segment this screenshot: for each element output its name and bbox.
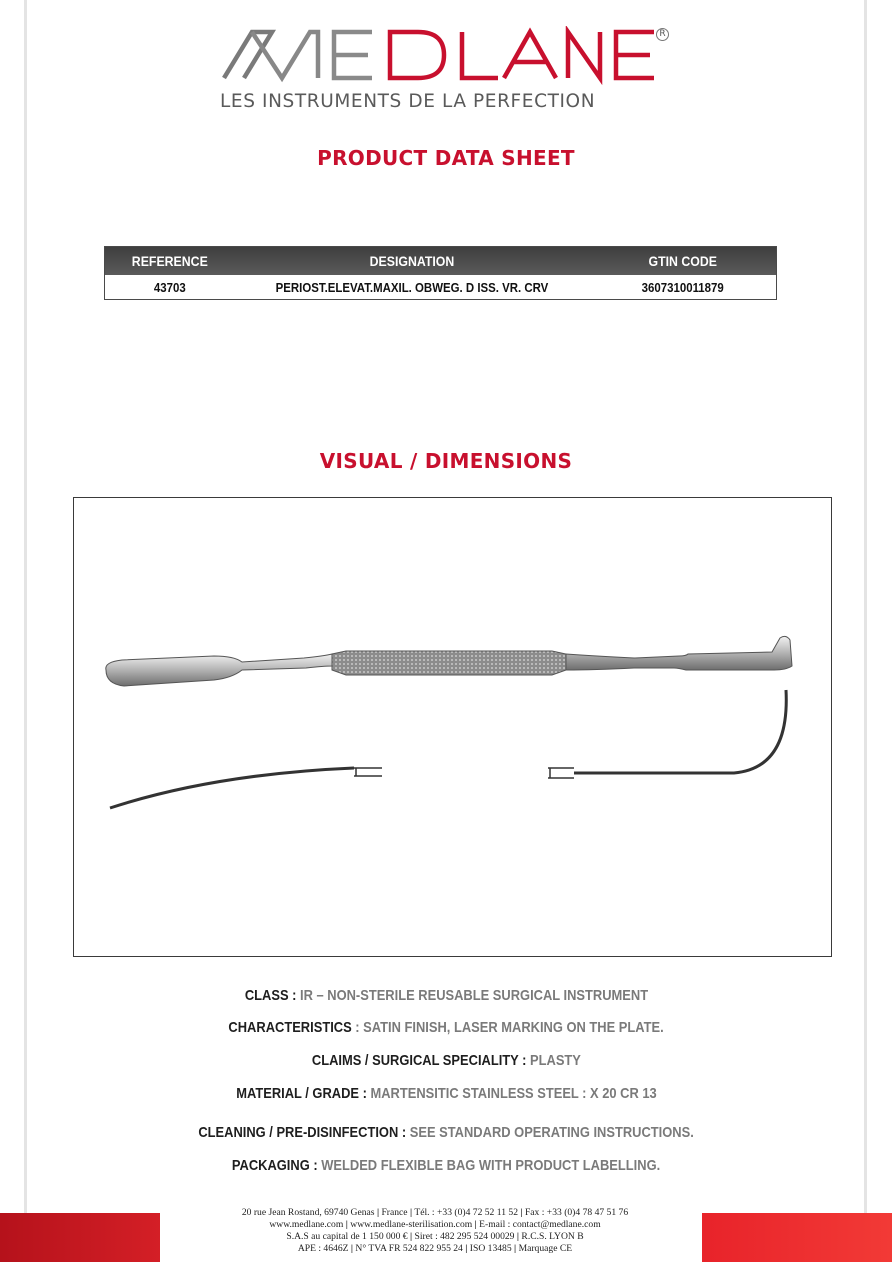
footer-address-street: 20 rue Jean Rostand, 69740 Genas (241, 1207, 375, 1218)
footer-ce-marking: Marquage CE (518, 1243, 573, 1254)
footer-bar-left (0, 1213, 160, 1262)
spec-cleaning (0, 1124, 892, 1141)
product-visual (73, 497, 832, 957)
footer-email-link[interactable]: E-mail : contact@medlane.com (479, 1219, 601, 1230)
footer-siret: Siret : 482 295 524 00029 (414, 1231, 515, 1242)
cell-reference: 43703 (153, 279, 186, 295)
spec-material-value: MARTENSITIC STAINLESS STEEL : X 20 CR 13 (366, 1085, 657, 1102)
spec-cleaning-label: CLEANING / PRE-DISINFECTION : (198, 1124, 407, 1141)
instrument-drawing (74, 498, 831, 956)
spec-packaging-label: PACKAGING : (231, 1157, 318, 1174)
footer-iso: ISO 13485 (469, 1243, 512, 1254)
footer-bar-right (702, 1213, 892, 1262)
header-designation: DESIGNATION (369, 253, 454, 269)
spec-claims (0, 1052, 892, 1069)
footer-website-link[interactable]: www.medlane.com (269, 1219, 344, 1230)
spec-claims-label: CLAIMS / SURGICAL SPECIALITY : (311, 1052, 527, 1069)
spec-cleaning-value: SEE STANDARD OPERATING INSTRUCTIONS. (406, 1124, 694, 1141)
registered-mark: R (656, 28, 669, 41)
footer-sterilisation-link[interactable]: www.medlane-sterilisation.com (350, 1219, 473, 1230)
cell-designation: PERIOST.ELEVAT.MAXIL. OBWEG. D ISS. VR. CRV (275, 279, 548, 295)
header-reference: REFERENCE (131, 253, 208, 269)
page-frame-right (864, 0, 867, 1262)
footer-line-1: 20 rue Jean Rostand, 69740 Genas | France | Tél. : +33 (0)4 72 52 11 52 | Fax : +33 (0)4 78 47 51 76 (241, 1207, 629, 1218)
spec-characteristics-label: CHARACTERISTICS (228, 1019, 352, 1036)
spec-class (0, 987, 892, 1004)
footer-country: France (381, 1207, 408, 1218)
header-gtin: GTIN CODE (648, 253, 717, 269)
footer-ape: APE : 4646Z (297, 1243, 349, 1254)
footer-address (170, 1207, 700, 1255)
spec-material (0, 1085, 892, 1102)
footer-line-2: www.medlane.com | www.medlane-sterilisation.com | E-mail : contact@medlane.com (269, 1219, 601, 1230)
footer-rcs: R.C.S. LYON B (521, 1231, 584, 1242)
spec-class-label: CLASS : (244, 987, 296, 1004)
footer-vat: N° TVA FR 524 822 955 24 (355, 1243, 463, 1254)
footer-line-4: APE : 4646Z | N° TVA FR 524 822 955 24 | ISO 13485 | Marquage CE (297, 1243, 573, 1254)
table-row (105, 275, 776, 299)
spec-class-value: IR – NON-STERILE REUSABLE SURGICAL INSTRUMENT (295, 987, 648, 1004)
page-frame-left (24, 0, 27, 1262)
page-title: PRODUCT DATA SHEET (317, 146, 575, 170)
cell-gtin: 3607310011879 (641, 279, 724, 295)
footer-capital: S.A.S au capital de 1 150 000 € (286, 1231, 408, 1242)
visual-section-title: VISUAL / DIMENSIONS (319, 449, 573, 473)
spec-material-label: MATERIAL / GRADE : (235, 1085, 367, 1102)
product-table (104, 246, 777, 300)
footer-phone: Tél. : +33 (0)4 72 52 11 52 (414, 1207, 518, 1218)
footer-fax: Fax : +33 (0)4 78 47 51 76 (524, 1207, 629, 1218)
brand-tagline: LES INSTRUMENTS DE LA PERFECTION (220, 91, 596, 112)
spec-characteristics (0, 1019, 892, 1036)
footer-line-3: S.A.S au capital de 1 150 000 € | Siret : 482 295 524 00029 | R.C.S. LYON B (286, 1231, 584, 1242)
spec-characteristics-value: : SATIN FINISH, LASER MARKING ON THE PLATE. (351, 1019, 664, 1036)
table-header-row (105, 247, 776, 275)
spec-claims-value: PLASTY (526, 1052, 581, 1069)
spec-packaging (0, 1157, 892, 1174)
spec-packaging-value: WELDED FLEXIBLE BAG WITH PRODUCT LABELLING. (317, 1157, 661, 1174)
